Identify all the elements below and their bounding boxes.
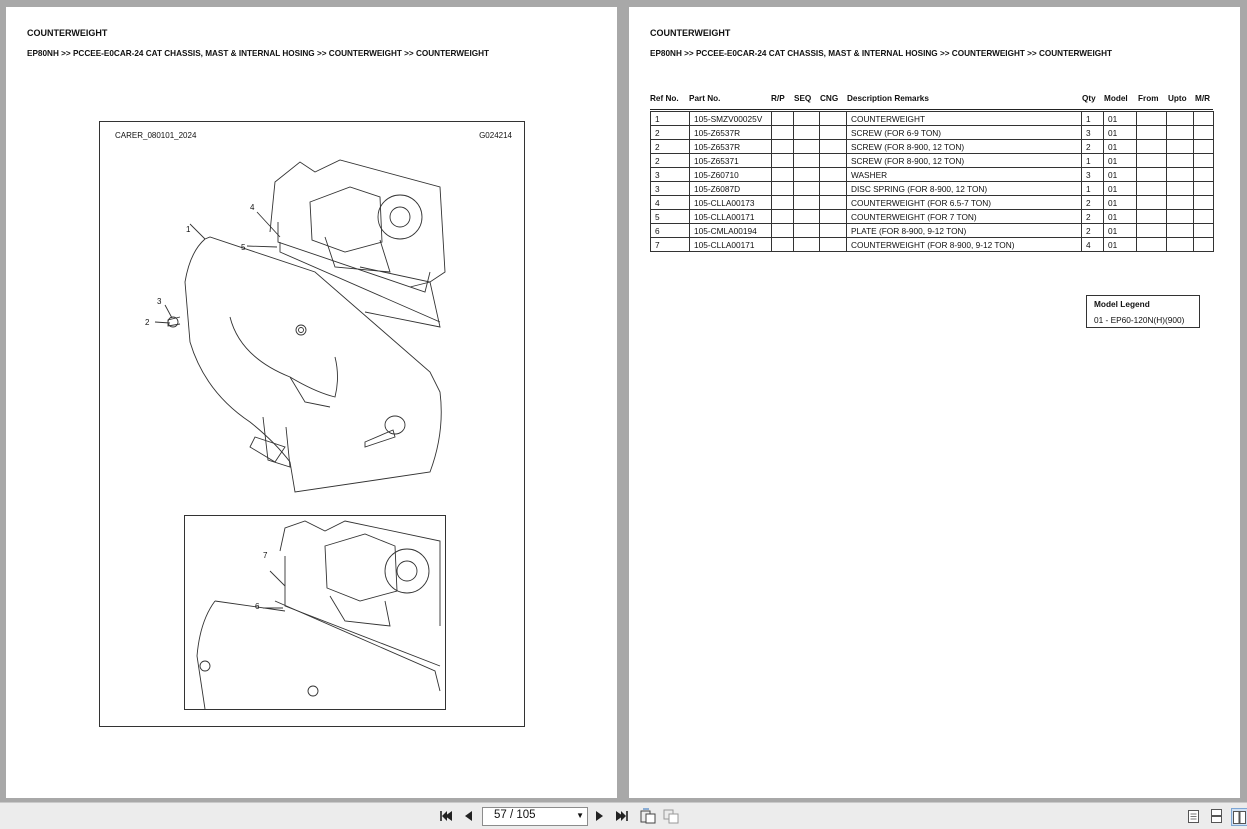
ref-cell: 2: [651, 154, 690, 168]
model-cell: 01: [1104, 182, 1137, 196]
upto-cell: [1167, 210, 1194, 224]
chevron-down-icon: ▼: [576, 811, 584, 820]
mr-cell: [1194, 126, 1214, 140]
upto-cell: [1167, 238, 1194, 252]
col-cng: CNG: [820, 94, 839, 103]
callout-7: 7: [263, 551, 268, 560]
upto-cell: [1167, 196, 1194, 210]
seq-cell: [794, 140, 820, 154]
seq-cell: [794, 168, 820, 182]
left-page: [6, 7, 617, 798]
rp-cell: [772, 224, 794, 238]
ref-cell: 3: [651, 168, 690, 182]
table-row: [651, 140, 1214, 154]
detail-inset: [184, 515, 446, 710]
single-page-view-icon[interactable]: [1186, 808, 1201, 824]
ref-cell: 7: [651, 238, 690, 252]
cng-cell: [820, 112, 847, 126]
continuous-view-icon[interactable]: [1209, 808, 1224, 824]
mr-cell: [1194, 196, 1214, 210]
qty-cell: 3: [1082, 126, 1104, 140]
seq-cell: [794, 182, 820, 196]
description-cell: SCREW (FOR 8-900, 12 TON): [847, 154, 1082, 168]
model-cell: 01: [1104, 112, 1137, 126]
table-row: [651, 168, 1214, 182]
cng-cell: [820, 126, 847, 140]
part-no-cell: 105-SMZV00025V: [690, 112, 772, 126]
qty-cell: 2: [1082, 196, 1104, 210]
breadcrumb: EP80NH >> PCCEE-E0CAR-24 CAT CHASSIS, MAST & INTERNAL HOSING >> COUNTERWEIGHT >> COUNTERWEIGHT: [27, 49, 490, 58]
first-page-icon[interactable]: [438, 808, 454, 824]
cng-cell: [820, 224, 847, 238]
callout-6: 6: [255, 602, 260, 611]
from-cell: [1137, 126, 1167, 140]
upto-cell: [1167, 140, 1194, 154]
description-cell: WASHER: [847, 168, 1082, 182]
col-from: From: [1138, 94, 1159, 103]
ref-cell: 1: [651, 112, 690, 126]
table-row: [651, 126, 1214, 140]
qty-cell: 1: [1082, 112, 1104, 126]
seq-cell: [794, 154, 820, 168]
seq-cell: [794, 210, 820, 224]
seq-cell: [794, 224, 820, 238]
col-seq: SEQ: [794, 94, 812, 103]
seq-cell: [794, 126, 820, 140]
from-cell: [1137, 182, 1167, 196]
rp-cell: [772, 168, 794, 182]
two-page-view-icon[interactable]: [1231, 808, 1247, 826]
table-header: [650, 93, 1213, 110]
mr-cell: [1194, 182, 1214, 196]
seq-cell: [794, 238, 820, 252]
mr-cell: [1194, 154, 1214, 168]
cng-cell: [820, 238, 847, 252]
table-row: [651, 224, 1214, 238]
ref-cell: 5: [651, 210, 690, 224]
cng-cell: [820, 210, 847, 224]
model-cell: 01: [1104, 168, 1137, 182]
drawing-number: G024214: [479, 131, 512, 140]
qty-cell: 4: [1082, 238, 1104, 252]
last-page-icon[interactable]: [614, 808, 630, 824]
model-cell: 01: [1104, 140, 1137, 154]
from-cell: [1137, 140, 1167, 154]
qty-cell: 1: [1082, 154, 1104, 168]
callout-2: 2: [145, 318, 150, 327]
rp-cell: [772, 182, 794, 196]
part-no-cell: 105-CLLA00173: [690, 196, 772, 210]
model-cell: 01: [1104, 154, 1137, 168]
model-cell: 01: [1104, 224, 1137, 238]
description-cell: PLATE (FOR 8-900, 9-12 TON): [847, 224, 1082, 238]
from-cell: [1137, 196, 1167, 210]
upto-cell: [1167, 112, 1194, 126]
legend-entry: 01 - EP60-120N(H)(900): [1094, 315, 1185, 325]
page-title: COUNTERWEIGHT: [27, 28, 108, 38]
seq-cell: [794, 196, 820, 210]
qty-cell: 2: [1082, 224, 1104, 238]
mr-cell: [1194, 168, 1214, 182]
page-indicator: 57 / 105: [494, 809, 536, 821]
cng-cell: [820, 154, 847, 168]
table-row: [651, 210, 1214, 224]
part-no-cell: 105-CMLA00194: [690, 224, 772, 238]
part-no-cell: 105-Z6087D: [690, 182, 772, 196]
rp-cell: [772, 210, 794, 224]
description-cell: COUNTERWEIGHT (FOR 7 TON): [847, 210, 1082, 224]
col-qty: Qty: [1082, 94, 1096, 103]
from-cell: [1137, 154, 1167, 168]
rp-cell: [772, 154, 794, 168]
model-cell: 01: [1104, 196, 1137, 210]
rp-cell: [772, 112, 794, 126]
part-no-cell: 105-CLLA00171: [690, 238, 772, 252]
col-description: Description Remarks: [847, 94, 929, 103]
qty-cell: 3: [1082, 168, 1104, 182]
rp-cell: [772, 238, 794, 252]
ref-cell: 2: [651, 140, 690, 154]
cng-cell: [820, 168, 847, 182]
upto-cell: [1167, 126, 1194, 140]
mr-cell: [1194, 140, 1214, 154]
upto-cell: [1167, 224, 1194, 238]
part-no-cell: 105-Z65371: [690, 154, 772, 168]
parts-diagram: [99, 121, 525, 727]
page-title: COUNTERWEIGHT: [650, 28, 731, 38]
upto-cell: [1167, 168, 1194, 182]
table-row: [651, 182, 1214, 196]
mr-cell: [1194, 210, 1214, 224]
callout-4: 4: [250, 203, 255, 212]
callout-3: 3: [157, 297, 162, 306]
ref-cell: 3: [651, 182, 690, 196]
upto-cell: [1167, 154, 1194, 168]
part-no-cell: 105-Z6537R: [690, 126, 772, 140]
legend-title: Model Legend: [1094, 299, 1150, 309]
cng-cell: [820, 140, 847, 154]
mr-cell: [1194, 224, 1214, 238]
cng-cell: [820, 182, 847, 196]
part-no-cell: 105-Z6537R: [690, 140, 772, 154]
drawing-code: CARER_080101_2024: [115, 131, 197, 140]
page-number-select[interactable]: [482, 807, 588, 826]
ref-cell: 2: [651, 126, 690, 140]
rp-cell: [772, 140, 794, 154]
viewer-toolbar: [0, 802, 1247, 829]
model-cell: 01: [1104, 210, 1137, 224]
next-page-icon[interactable]: [592, 808, 608, 824]
col-rp: R/P: [771, 94, 785, 103]
ref-cell: 6: [651, 224, 690, 238]
qty-cell: 2: [1082, 140, 1104, 154]
model-cell: 01: [1104, 238, 1137, 252]
counterweight-drawing: [100, 142, 524, 522]
breadcrumb: EP80NH >> PCCEE-E0CAR-24 CAT CHASSIS, MAST & INTERNAL HOSING >> COUNTERWEIGHT >> COUNTERWEIGHT: [650, 49, 1113, 58]
table-row: [651, 154, 1214, 168]
cng-cell: [820, 196, 847, 210]
from-cell: [1137, 224, 1167, 238]
counterweight-detail-drawing: [185, 516, 445, 709]
rp-cell: [772, 196, 794, 210]
fit-icon[interactable]: [663, 808, 679, 824]
model-cell: 01: [1104, 126, 1137, 140]
table-row: [651, 112, 1214, 126]
from-cell: [1137, 112, 1167, 126]
ref-cell: 4: [651, 196, 690, 210]
callout-1: 1: [186, 225, 191, 234]
col-model: Model: [1104, 94, 1128, 103]
qty-cell: 1: [1082, 182, 1104, 196]
rotate-icon[interactable]: [640, 808, 656, 824]
mr-cell: [1194, 238, 1214, 252]
from-cell: [1137, 168, 1167, 182]
right-page: [629, 7, 1240, 798]
col-ref-no: Ref No.: [650, 94, 679, 103]
part-no-cell: 105-Z60710: [690, 168, 772, 182]
callout-5: 5: [241, 243, 246, 252]
col-part-no: Part No.: [689, 94, 721, 103]
mr-cell: [1194, 112, 1214, 126]
description-cell: SCREW (FOR 6-9 TON): [847, 126, 1082, 140]
from-cell: [1137, 238, 1167, 252]
upto-cell: [1167, 182, 1194, 196]
rp-cell: [772, 126, 794, 140]
seq-cell: [794, 112, 820, 126]
description-cell: DISC SPRING (FOR 8-900, 12 TON): [847, 182, 1082, 196]
table-row: [651, 238, 1214, 252]
col-mr: M/R: [1195, 94, 1211, 103]
parts-table: [650, 111, 1214, 252]
description-cell: COUNTERWEIGHT (FOR 8-900, 9-12 TON): [847, 238, 1082, 252]
description-cell: SCREW (FOR 8-900, 12 TON): [847, 140, 1082, 154]
part-no-cell: 105-CLLA00171: [690, 210, 772, 224]
prev-page-icon[interactable]: [460, 808, 476, 824]
model-legend: [1086, 295, 1200, 328]
from-cell: [1137, 210, 1167, 224]
qty-cell: 2: [1082, 210, 1104, 224]
col-upto: Upto: [1168, 94, 1187, 103]
description-cell: COUNTERWEIGHT: [847, 112, 1082, 126]
description-cell: COUNTERWEIGHT (FOR 6.5-7 TON): [847, 196, 1082, 210]
table-row: [651, 196, 1214, 210]
